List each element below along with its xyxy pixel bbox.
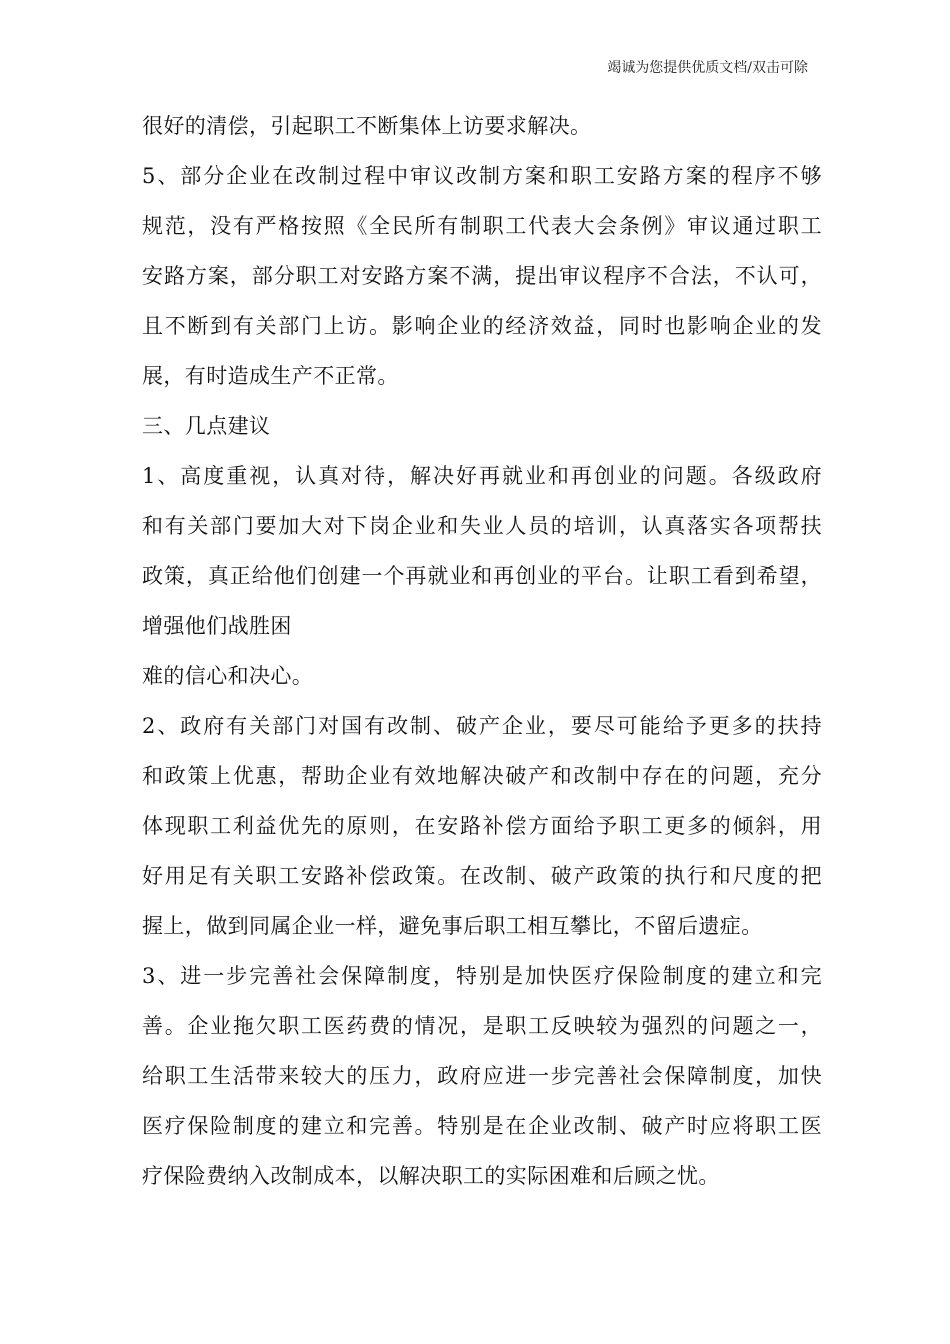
document-body bbox=[142, 101, 822, 1201]
text-line: 和政策上优惠，帮助企业有效地解决破产和改制中存在的问题，充分 bbox=[142, 764, 822, 788]
text-line: 很好的清偿，引起职工不断集体上访要求解决。 bbox=[142, 114, 592, 138]
text-line: 医疗保险制度的建立和完善。特别是在企业改制、破产时应将职工医 bbox=[142, 1114, 822, 1138]
text-line: 展，有时造成生产不正常。 bbox=[142, 364, 399, 388]
text-line: 5、部分企业在改制过程中审议改制方案和职工安路方案的程序不够 bbox=[142, 164, 822, 188]
section-heading: 三、几点建议 bbox=[142, 414, 271, 438]
page-header: 竭诚为您提供优质文档/双击可除 bbox=[607, 60, 808, 76]
text-line: 好用足有关职工安路补偿政策。在改制、破产政策的执行和尺度的把 bbox=[142, 864, 822, 888]
text-line: 难的信心和决心。 bbox=[142, 664, 314, 688]
text-line: 增强他们战胜困 bbox=[142, 614, 292, 638]
text-line: 且不断到有关部门上访。影响企业的经济效益，同时也影响企业的发 bbox=[142, 314, 822, 338]
text-line: 2、政府有关部门对国有改制、破产企业，要尽可能给予更多的扶持 bbox=[142, 714, 822, 738]
text-line: 1、高度重视，认真对待，解决好再就业和再创业的问题。各级政府 bbox=[142, 464, 822, 488]
text-line: 给职工生活带来较大的压力，政府应进一步完善社会保障制度，加快 bbox=[142, 1064, 822, 1088]
text-line: 体现职工利益优先的原则，在安路补偿方面给予职工更多的倾斜，用 bbox=[142, 814, 822, 838]
text-line: 3、进一步完善社会保障制度，特别是加快医疗保险制度的建立和完 bbox=[142, 964, 822, 988]
text-line: 安路方案，部分职工对安路方案不满，提出审议程序不合法，不认可， bbox=[142, 264, 822, 288]
text-line: 疗保险费纳入改制成本，以解决职工的实际困难和后顾之忧。 bbox=[142, 1164, 720, 1188]
text-line: 规范，没有严格按照《全民所有制职工代表大会条例》审议通过职工 bbox=[142, 214, 822, 238]
text-line: 握上，做到同属企业一样，避免事后职工相互攀比，不留后遗症。 bbox=[142, 914, 763, 938]
text-line: 和有关部门要加大对下岗企业和失业人员的培训，认真落实各项帮扶 bbox=[142, 514, 822, 538]
text-line: 善。企业拖欠职工医药费的情况，是职工反映较为强烈的问题之一， bbox=[142, 1014, 822, 1038]
text-line: 政策，真正给他们创建一个再就业和再创业的平台。让职工看到希望， bbox=[142, 564, 822, 588]
